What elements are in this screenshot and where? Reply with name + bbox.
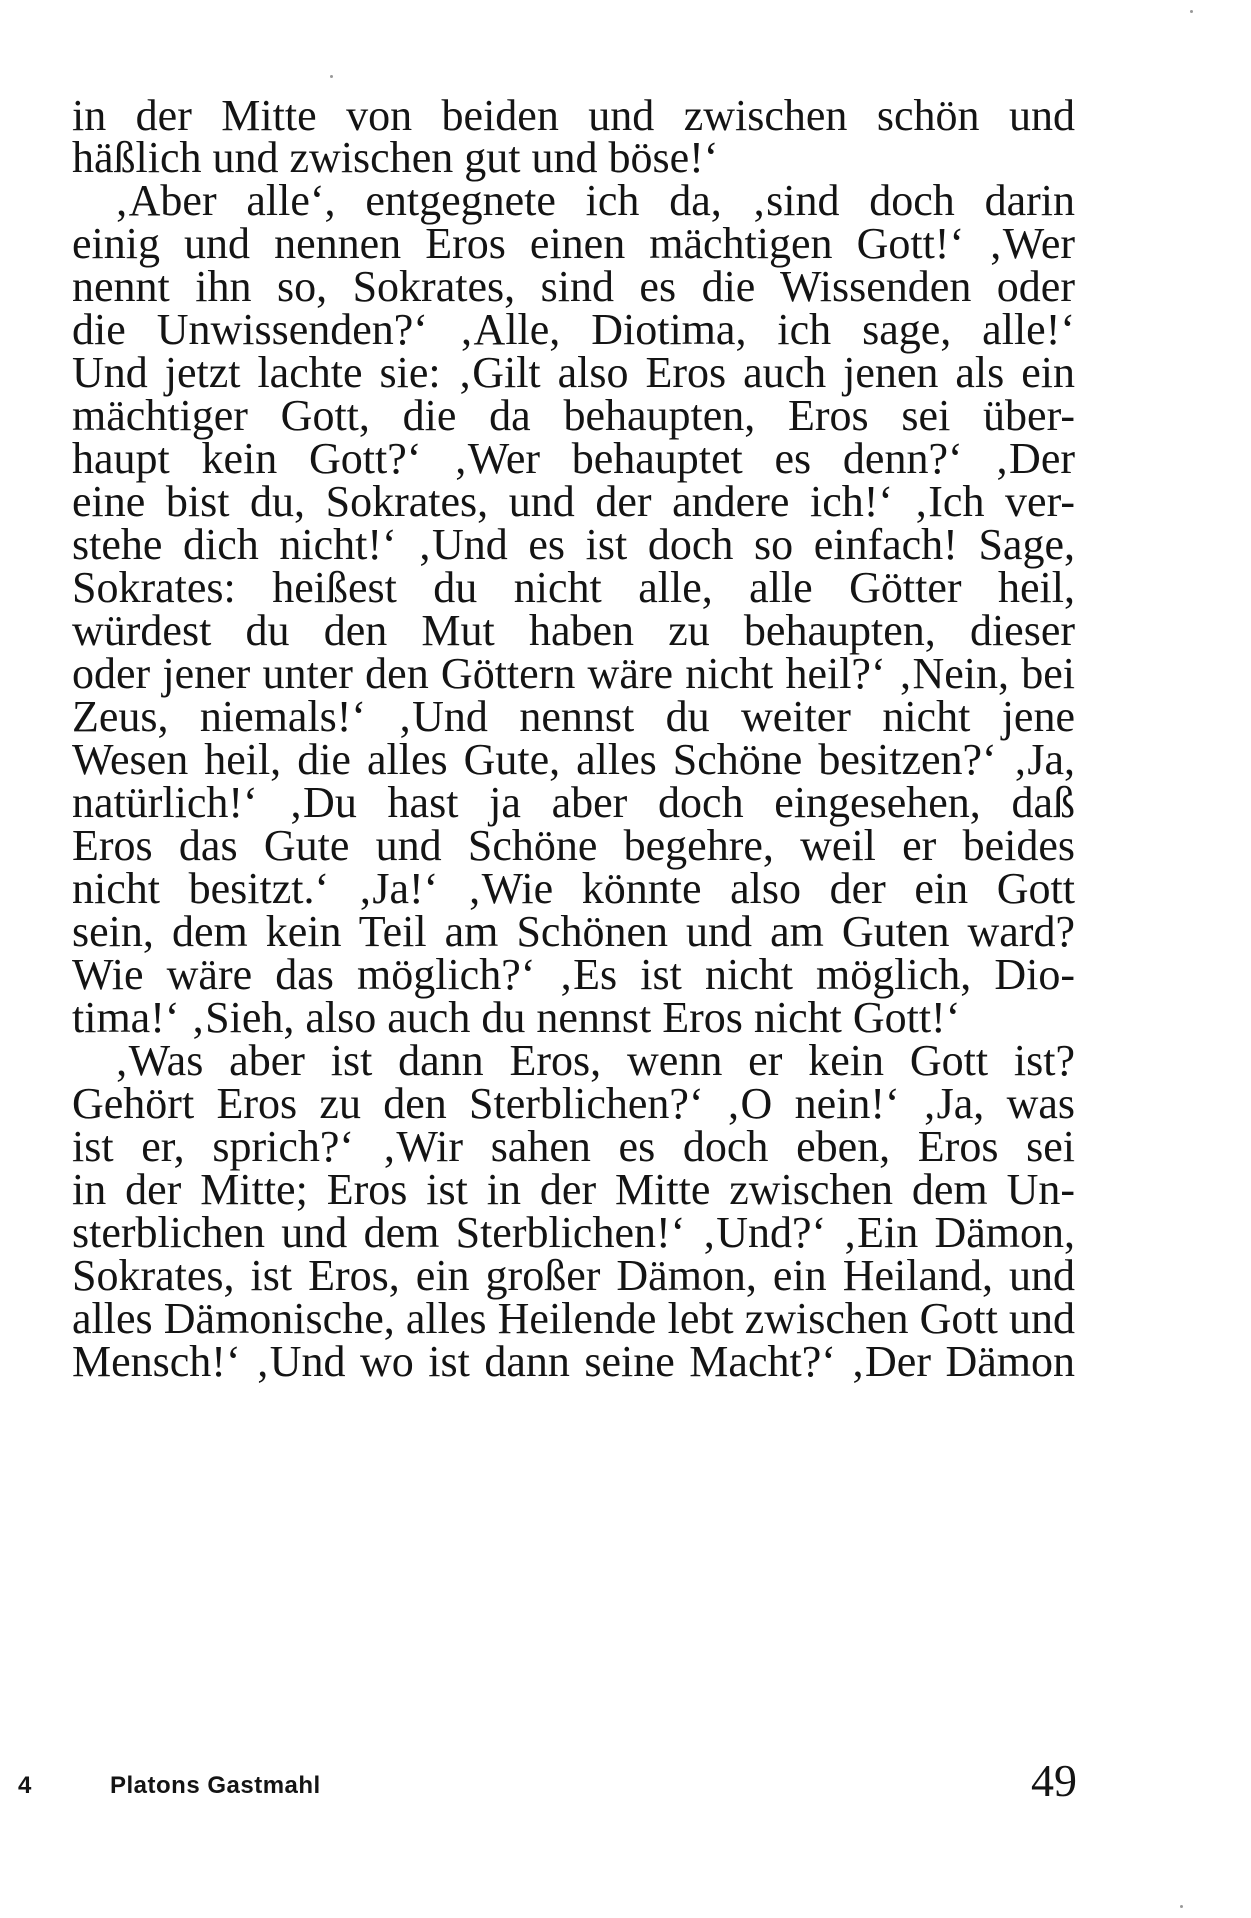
scan-speck [1180, 1905, 1183, 1908]
text-line: häßlich und zwischen gut und böse!‘ [72, 133, 719, 182]
text-line: Sokrates, ist Eros, ein großer Dämon, ein Heiland, und [72, 1251, 1075, 1300]
text-line: alles Dämonische, alles Heilende lebt zwischen Gott und [72, 1294, 1075, 1343]
text-line: Wie wäre das möglich?‘ ‚Es ist nicht möglich, Dio- [72, 950, 1075, 999]
text-line: die Unwissenden?‘ ‚Alle, Diotima, ich sage, alle!‘ [72, 305, 1075, 354]
text-line: ‚Was aber ist dann Eros, wenn er kein Gott ist? [114, 1036, 1075, 1085]
text-line: oder jener unter den Göttern wäre nicht heil?‘ ‚Nein, bei [72, 649, 1075, 698]
text-line: würdest du den Mut haben zu behaupten, dieser [72, 606, 1075, 655]
page-number: 49 [1031, 1755, 1077, 1806]
page-footer [0, 1755, 1251, 1820]
text-line: mächtiger Gott, die da behaupten, Eros sei über- [72, 391, 1075, 440]
signature-number: 4 [18, 1772, 32, 1799]
text-line: einig und nennen Eros einen mächtigen Gott!‘ ‚Wer [72, 219, 1075, 268]
text-line: nennt ihn so, Sokrates, sind es die Wissenden oder [72, 262, 1075, 311]
text-line: nicht besitzt.‘ ‚Ja!‘ ‚Wie könnte also der ein Gott [72, 864, 1075, 913]
text-line: eine bist du, Sokrates, und der andere ich!‘ ‚Ich ver- [72, 477, 1075, 526]
text-line: ist er, sprich?‘ ‚Wir sahen es doch eben, Eros sei [72, 1122, 1075, 1171]
text-line: ‚Aber alle‘, entgegnete ich da, ‚sind doch darin [114, 176, 1075, 225]
text-line: Mensch!‘ ‚Und wo ist dann seine Macht?‘ ‚Der Dämon [72, 1337, 1075, 1386]
text-line: Wesen heil, die alles Gute, alles Schöne besitzen?‘ ‚Ja, [72, 735, 1075, 784]
text-line: Und jetzt lachte sie: ‚Gilt also Eros auch jenen als ein [72, 348, 1075, 397]
scan-speck [1190, 10, 1193, 13]
scan-speck [330, 75, 333, 78]
text-line: Sokrates: heißest du nicht alle, alle Götter heil, [72, 563, 1075, 612]
text-line: sein, dem kein Teil am Schönen und am Guten ward? [72, 907, 1075, 956]
text-line: Zeus, niemals!‘ ‚Und nennst du weiter nicht jene [72, 692, 1075, 741]
text-line: in der Mitte; Eros ist in der Mitte zwischen dem Un- [72, 1165, 1075, 1214]
text-line: in der Mitte von beiden und zwischen schön und [72, 91, 1075, 140]
text-line: haupt kein Gott?‘ ‚Wer behauptet es denn?‘ ‚Der [72, 434, 1075, 483]
text-line: Eros das Gute und Schöne begehre, weil er beides [72, 821, 1075, 870]
text-line: sterblichen und dem Sterblichen!‘ ‚Und?‘ ‚Ein Dämon, [72, 1208, 1075, 1257]
text-line: Gehört Eros zu den Sterblichen?‘ ‚O nein!‘ ‚Ja, was [72, 1079, 1075, 1128]
signature-title: Platons Gastmahl [110, 1772, 321, 1799]
text-line: tima!‘ ‚Sieh, also auch du nennst Eros nicht Gott!‘ [72, 993, 961, 1042]
text-line: stehe dich nicht!‘ ‚Und es ist doch so einfach! Sage, [72, 520, 1075, 569]
text-line: natürlich!‘ ‚Du hast ja aber doch eingesehen, daß [72, 778, 1075, 827]
